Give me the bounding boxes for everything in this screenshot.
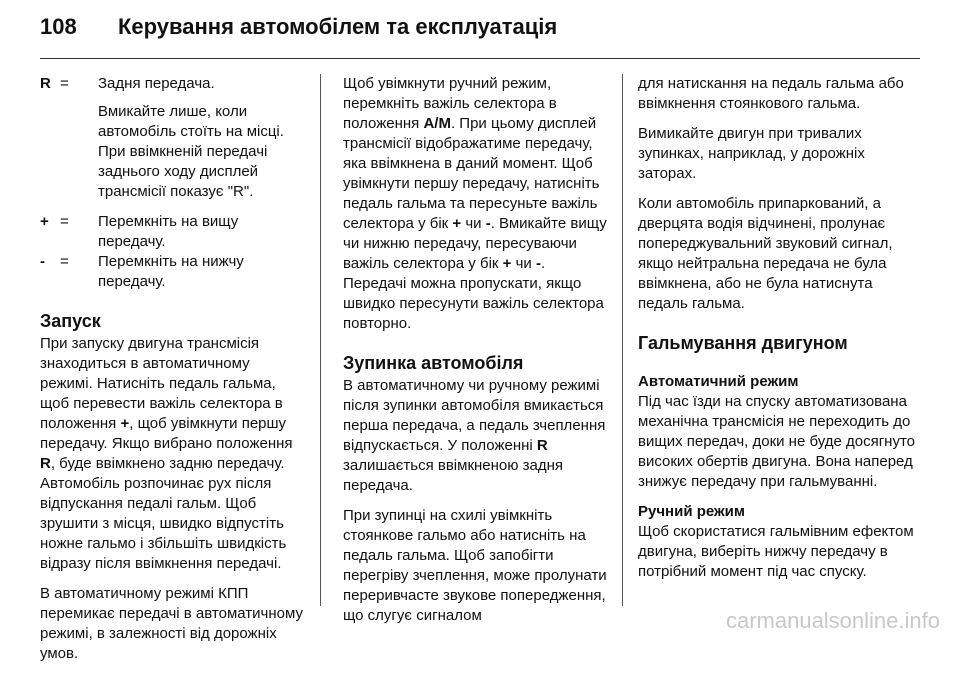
column-3 (638, 74, 923, 592)
paragraph-engine-off: Вимикайте двигун при тривалих зупинках, наприклад, у дорожніх заторах. (638, 125, 865, 182)
def-eq: = (60, 213, 69, 230)
page-header (40, 14, 920, 54)
def-text: Задня передача. (98, 75, 215, 92)
paragraph-engine-braking-manual: Щоб скористатися гальмівним ефектом двигуна, виберіть нижчу передачу в потрібний момент під час спуску. (638, 523, 914, 580)
def-eq: = (60, 253, 69, 270)
header-rule (40, 58, 920, 59)
definition-minus (40, 252, 305, 292)
watermark-text: carmanualsonline.info (725, 608, 940, 633)
definition-plus (40, 212, 305, 252)
def-key: + (40, 213, 49, 230)
column-divider-1 (320, 74, 321, 606)
def-key: R (40, 75, 51, 92)
heading-start: Запуск (40, 311, 101, 331)
paragraph-start: При запуску двигуна трансмісія знаходиться в автоматичному режимі. Натисніть педаль гальма, щоб перевести важіль селектора в положення +, щоб увімкнути першу передачу. Якщо вибрано положення R, буде ввімкнено задню передачу. Автомобіль розпочинає рух після відпускання педалі гальм. Щоб зрушити з місця, швидко відпустіть ножне гальмо і збільшіть швидкість відразу після ввімкнення передачі. (40, 335, 293, 572)
paragraph-stopping: В автоматичному чи ручному режимі після зупинки автомобіля вмикається перша передача, а педаль зчеплення відпускається. У положенні R залишається ввімкненою задня передача. (343, 377, 606, 494)
paragraph-slope: При зупинці на схилі увімкніть стоянкове гальмо або натисніть на педаль гальма. Щоб запобігти перегріву зчеплення, може пролунати переривчасте звукове попередження, що слугує сигналом (343, 507, 607, 624)
page-number: 108 (40, 14, 77, 39)
subheading-auto: Автоматичний режим (638, 373, 799, 390)
paragraph-parked-warning: Коли автомобіль припаркований, а дверцята водія відчинені, пролунає попереджувальний звуковий сигнал, якщо нейтральна передача не була ввімкнена, або не була натиснута педаль гальма. (638, 195, 893, 312)
def-eq: = (60, 75, 69, 92)
column-2 (343, 74, 608, 636)
page-title: Керування автомобілем та експлуатація (118, 14, 558, 39)
def-text: Перемкніть на вищу передачу. (98, 213, 239, 250)
def-text: Перемкніть на нижчу передачу. (98, 253, 244, 290)
paragraph-manual-mode: Щоб увімкнути ручний режим, перемкніть важіль селектора в положення A/M. При цьому дисплей трансмісії відображатиме передачу, яка ввімкнена в даний момент. Щоб увімкнути першу передачу, натисніть педаль гальма та пересуньте важіль селектора у бік + чи -. Вмикайте вищу чи нижню передачу, пересуваючи важіль селектора у бік + чи -. Передачі можна пропускати, якщо швидко пересунути важіль селектора повторно. (343, 75, 607, 332)
definition-r (40, 74, 305, 94)
heading-stopping: Зупинка автомобіля (343, 353, 524, 373)
paragraph-brake-continue: для натискання на педаль гальма або ввімкнення стоянкового гальма. (638, 75, 904, 112)
heading-engine-braking: Гальмування двигуном (638, 333, 848, 353)
column-1 (40, 74, 305, 674)
paragraph-auto-mode: В автоматичному режимі КПП перемикає передачі в автоматичному режимі, в залежності від дорожніх умов. (40, 585, 303, 662)
subheading-manual: Ручний режим (638, 503, 745, 520)
column-divider-2 (622, 74, 623, 606)
paragraph-engine-braking-auto: Під час їзди на спуску автоматизована механічна трансмісія не переходить до вищих передач, доки не буде досягнуто високих обертів двигуна. Вона наперед знижує передачу при гальмуванні. (638, 393, 916, 490)
def-key: - (40, 253, 45, 270)
r-note: Вмикайте лише, коли автомобіль стоїть на місці. При ввімкненій передачі заднього ходу дисплей трансмісії показує "R". (98, 103, 284, 200)
